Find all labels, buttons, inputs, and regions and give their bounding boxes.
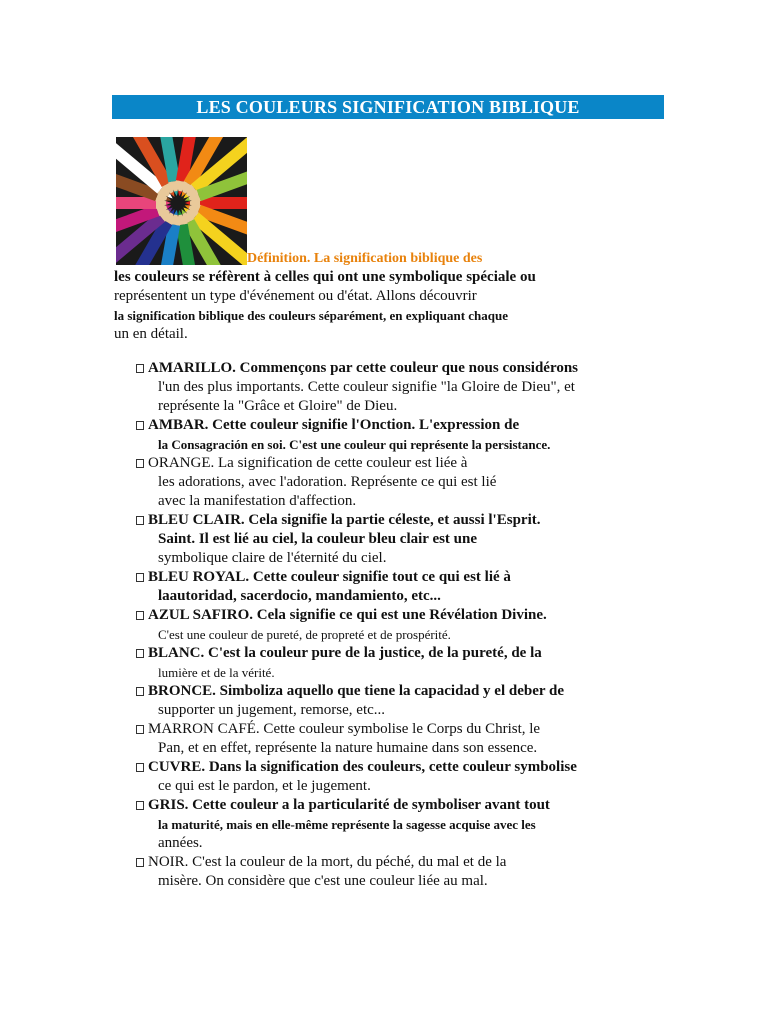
definition-line: représentent un type d'événement ou d'état. Allons découvrir (114, 288, 477, 304)
list-item-text: supporter un jugement, remorse, etc... (158, 702, 386, 718)
definition-line: les couleurs se réfèrent à celles qui ont une symbolique spéciale ou (114, 269, 536, 285)
definition-paragraph (114, 250, 674, 344)
list-item-text: BLEU CLAIR. Cela signifie la partie céleste, et aussi l'Esprit. (148, 512, 541, 528)
definition-line: Définition. La signification biblique des (247, 251, 483, 266)
bullet-icon (136, 421, 144, 430)
list-item-text: C'est une couleur de pureté, de propreté et de prospérité. (158, 627, 451, 642)
list-item-text: l'un des plus importants. Cette couleur signifie "la Gloire de Dieu", et (158, 379, 575, 395)
list-item (136, 416, 676, 454)
list-item (136, 720, 676, 758)
list-item-text: Pan, et en effet, représente la nature humaine dans son essence. (158, 740, 538, 756)
color-list (136, 359, 676, 891)
page-title: LES COULEURS SIGNIFICATION BIBLIQUE (112, 95, 664, 119)
list-item-text: NOIR. C'est la couleur de la mort, du péché, du mal et de la (148, 854, 507, 870)
bullet-icon (136, 649, 144, 658)
list-item-text: AZUL SAFIRO. Cela signifie ce qui est une Révélation Divine. (148, 607, 547, 623)
bullet-icon (136, 687, 144, 696)
list-item-text: misère. On considère que c'est une couleur liée au mal. (158, 873, 488, 889)
list-item (136, 796, 676, 853)
list-item-text: avec la manifestation d'affection. (158, 493, 357, 509)
colored-pencils-image (116, 137, 247, 265)
list-item-text: MARRON CAFÉ. Cette couleur symbolise le Corps du Christ, le (148, 721, 541, 737)
list-item-text: représente la "Grâce et Gloire" de Dieu. (158, 398, 398, 414)
bullet-icon (136, 516, 144, 525)
list-item-text: CUVRE. Dans la signification des couleurs, cette couleur symbolise (148, 759, 577, 775)
list-item-text: symbolique claire de l'éternité du ciel. (158, 550, 387, 566)
list-item-text: lumière et de la vérité. (158, 665, 275, 680)
list-item (136, 359, 676, 416)
list-item (136, 568, 676, 606)
list-item (136, 853, 676, 891)
definition-line: un en détail. (114, 326, 188, 342)
bullet-icon (136, 573, 144, 582)
bullet-icon (136, 763, 144, 772)
colored-pencils-graphic (116, 137, 247, 265)
list-item-text: BLANC. C'est la couleur pure de la justice, de la pureté, de la (148, 645, 542, 661)
bullet-icon (136, 611, 144, 620)
bullet-icon (136, 858, 144, 867)
list-item (136, 454, 676, 511)
list-item (136, 511, 676, 568)
list-item-text: années. (158, 835, 203, 851)
bullet-icon (136, 725, 144, 734)
list-item-text: AMARILLO. Commençons par cette couleur que nous considérons (148, 360, 579, 376)
list-item-text: laautoridad, sacerdocio, mandamiento, etc... (158, 588, 441, 604)
list-item-text: la maturité, mais en elle-même représente la sagesse acquise avec les (158, 817, 536, 832)
list-item (136, 758, 676, 796)
list-item-text: la Consagración en soi. C'est une couleur qui représente la persistance. (158, 437, 551, 452)
list-item-text: Saint. Il est lié au ciel, la couleur bleu clair est une (158, 531, 478, 547)
list-item (136, 644, 676, 682)
bullet-icon (136, 364, 144, 373)
list-item-text: AMBAR. Cette couleur signifie l'Onction. L'expression de (148, 417, 520, 433)
list-item-text: BLEU ROYAL. Cette couleur signifie tout ce qui est lié à (148, 569, 511, 585)
bullet-icon (136, 801, 144, 810)
list-item (136, 682, 676, 720)
list-item-text: ce qui est le pardon, et le jugement. (158, 778, 371, 794)
list-item (136, 606, 676, 644)
list-item-text: les adorations, avec l'adoration. Représente ce qui est lié (158, 474, 497, 490)
definition-line: la signification biblique des couleurs séparément, en expliquant chaque (114, 308, 509, 323)
bullet-icon (136, 459, 144, 468)
list-item-text: GRIS. Cette couleur a la particularité de symboliser avant tout (148, 797, 550, 813)
list-item-text: ORANGE. La signification de cette couleur est liée à (148, 455, 468, 471)
list-item-text: BRONCE. Simboliza aquello que tiene la capacidad y el deber de (148, 683, 564, 699)
